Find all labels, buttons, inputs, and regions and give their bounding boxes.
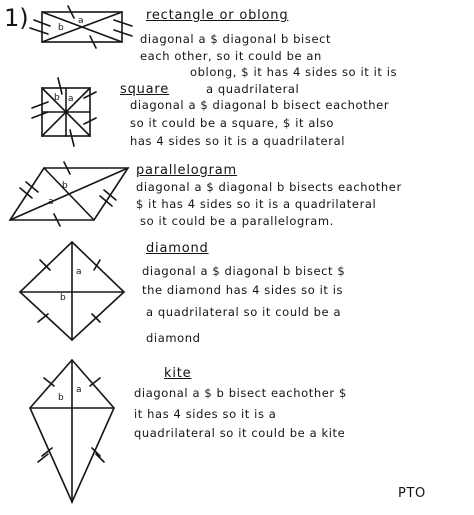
diamond-label-a: a — [76, 267, 82, 277]
diamond-line-1: diagonal a $ diagonal b bisect $ — [142, 264, 346, 278]
square-label-b: b — [54, 93, 60, 103]
rectangle-heading: rectangle or oblong — [146, 8, 289, 23]
parallelogram-label-a: a — [48, 197, 54, 207]
kite-line-2: it has 4 sides so it is a — [134, 407, 277, 421]
rectangle-line-3: oblong, $ it has 4 sides so it it is — [190, 65, 398, 79]
parallelogram-diagram — [4, 160, 134, 235]
square-diagram — [30, 68, 100, 158]
square-heading: square — [120, 82, 170, 97]
parallelogram-label-b: b — [62, 181, 68, 191]
question-number: 1) — [4, 4, 29, 32]
square-line-1: diagonal a $ diagonal b bisect eachother — [130, 98, 390, 112]
diamond-line-3: a quadrilateral so it could be a — [146, 305, 342, 319]
kite-label-b: b — [58, 393, 64, 403]
diamond-heading: diamond — [146, 241, 209, 256]
rectangle-line-1: diagonal a $ diagonal b bisect — [140, 32, 332, 46]
square-line-2: so it could be a square, $ it also — [130, 116, 335, 130]
kite-line-1: diagonal a $ b bisect eachother $ — [134, 386, 347, 400]
diamond-line-2: the diamond has 4 sides so it is — [142, 283, 344, 297]
rectangle-diagram — [28, 6, 138, 56]
kite-line-3: quadrilateral so it could be a kite — [134, 426, 346, 440]
parallelogram-line-3: so it could be a parallelogram. — [140, 214, 334, 228]
diamond-line-4: diamond — [146, 331, 201, 345]
rectangle-line-2: each other, so it could be an — [140, 49, 322, 63]
diamond-diagram — [14, 238, 134, 348]
pto-note: PTO — [398, 486, 426, 501]
kite-heading: kite — [164, 366, 192, 381]
square-label-a: a — [68, 94, 74, 104]
parallelogram-heading: parallelogram — [136, 163, 237, 178]
parallelogram-line-2: $ it has 4 sides so it is a quadrilateral — [136, 197, 377, 211]
diamond-label-b: b — [60, 293, 66, 303]
rect-label-b: b — [58, 23, 64, 33]
parallelogram-line-1: diagonal a $ diagonal b bisects eachother — [136, 180, 402, 194]
rect-label-a: a — [78, 16, 84, 26]
rectangle-line-4: a quadrilateral — [206, 82, 300, 96]
kite-diagram — [16, 356, 136, 506]
square-line-3: has 4 sides so it is a quadrilateral — [130, 134, 346, 148]
kite-label-a: a — [76, 385, 82, 395]
